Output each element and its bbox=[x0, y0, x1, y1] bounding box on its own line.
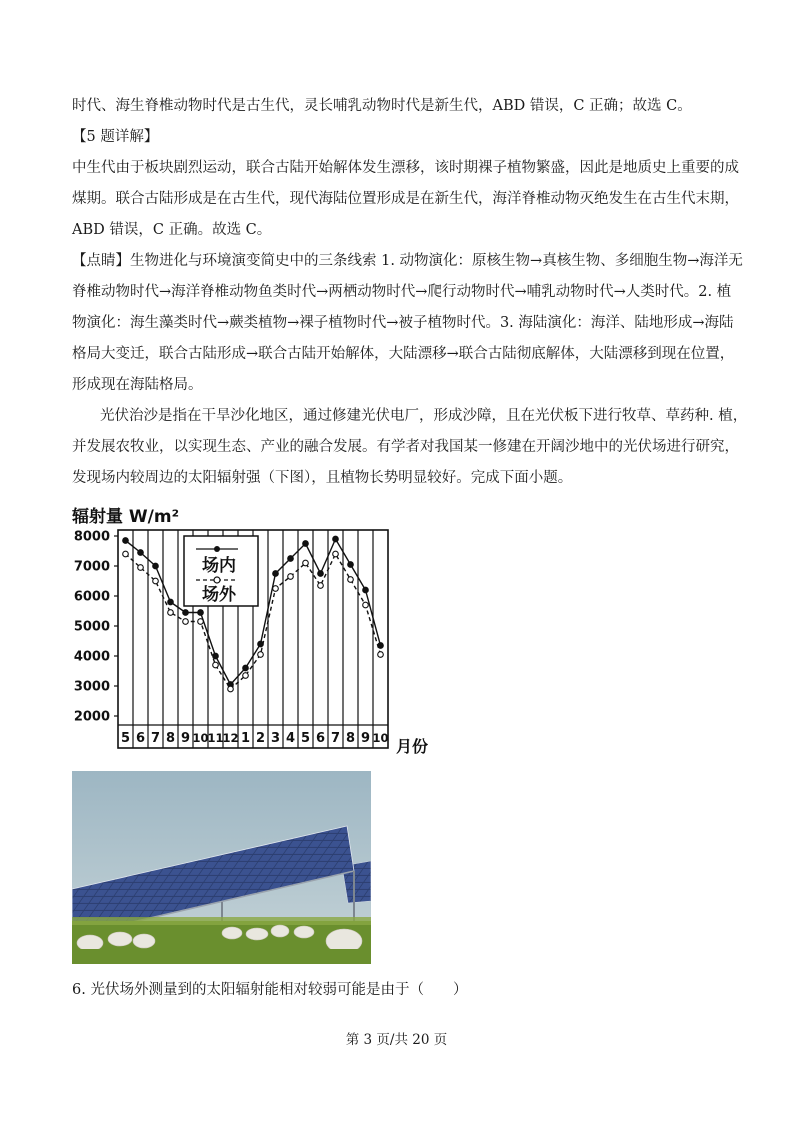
data-point-outside bbox=[138, 565, 144, 571]
data-point-inside bbox=[168, 599, 174, 605]
text-line-11: 光伏治沙是指在干旱沙化地区，通过修建光伏电厂，形成沙障，且在光伏板下进行牧草、草药种. 植， bbox=[100, 408, 748, 424]
data-point-outside bbox=[168, 610, 174, 616]
text-line-12: 并发展农牧业，以实现生态、产业的融合发展。有学者对我国某一修建在开阔沙地中的光伏场进行研究， bbox=[72, 439, 739, 455]
question-6: 6. 光伏场外测量到的太阳辐射能相对较弱可能是由于（ ） bbox=[72, 982, 468, 998]
x-tick-label: 8 bbox=[165, 731, 176, 746]
data-point-inside bbox=[138, 550, 144, 556]
data-point-inside bbox=[198, 610, 204, 616]
data-point-inside bbox=[258, 641, 264, 647]
data-point-outside bbox=[213, 662, 219, 668]
x-tick-label: 10 bbox=[372, 731, 389, 745]
x-tick-label: 6 bbox=[315, 731, 326, 746]
x-tick-label: 12 bbox=[222, 731, 239, 745]
y-tick-label: 8000 bbox=[73, 529, 110, 545]
text-line-7: 脊椎动物时代→海洋脊椎动物鱼类时代→两栖动物时代→爬行动物时代→哺乳动物时代→人类时代。2. 植 bbox=[72, 284, 732, 300]
data-point-inside bbox=[153, 563, 159, 569]
x-axis-label: 月份 bbox=[396, 737, 429, 756]
data-point-outside bbox=[288, 574, 294, 580]
text-line-6: 【点睛】生物进化与环境演变简史中的三条线索 1. 动物演化：原核生物→真核生物、多细胞生物→海洋无 bbox=[72, 253, 743, 269]
x-tick-label: 4 bbox=[285, 731, 296, 746]
data-point-inside bbox=[363, 587, 369, 593]
data-point-outside bbox=[198, 619, 204, 625]
y-tick-label: 5000 bbox=[73, 619, 110, 635]
chart-legend bbox=[184, 536, 258, 606]
radiation-line-chart bbox=[68, 500, 438, 760]
data-point-outside bbox=[228, 686, 234, 692]
data-point-inside bbox=[348, 562, 354, 568]
data-point-outside bbox=[183, 619, 189, 625]
y-tick-label: 7000 bbox=[73, 559, 110, 575]
x-tick-label: 5 bbox=[120, 731, 131, 746]
data-point-outside bbox=[318, 583, 324, 589]
x-tick-label: 9 bbox=[180, 731, 191, 746]
y-axis-label: 辐射量 W/m² bbox=[72, 507, 180, 527]
y-tick-label: 4000 bbox=[73, 649, 110, 665]
data-point-inside bbox=[303, 541, 309, 547]
x-tick-label: 7 bbox=[150, 731, 161, 746]
solar-farm-photo bbox=[72, 771, 371, 964]
text-line-5: ABD 错误，C 正确。故选 C。 bbox=[72, 222, 272, 238]
text-line-9: 格局大变迁，联合古陆形成→联合古陆开始解体，大陆漂移→联合古陆彻底解体，大陆漂移到现在位置， bbox=[72, 346, 735, 362]
data-point-inside bbox=[183, 610, 189, 616]
x-tick-label: 1 bbox=[240, 731, 251, 746]
data-point-outside bbox=[273, 586, 279, 592]
legend-label-outside: 场外 bbox=[202, 585, 236, 605]
x-tick-label: 10 bbox=[192, 731, 209, 745]
text-line-8: 物演化：海生藻类时代→蕨类植物→裸子植物时代→被子植物时代。3. 海陆演化：海洋、陆地形成→海陆 bbox=[72, 315, 734, 331]
data-point-inside bbox=[243, 665, 249, 671]
text-line-3: 中生代由于板块剧烈运动，联合古陆开始解体发生漂移，该时期裸子植物繁盛，因此是地质史上重要的成 bbox=[72, 160, 739, 176]
data-point-inside bbox=[378, 643, 384, 649]
y-tick-label: 3000 bbox=[73, 679, 110, 695]
data-point-outside bbox=[348, 577, 354, 583]
x-tick-label: 2 bbox=[255, 731, 266, 746]
x-tick-label: 11 bbox=[207, 731, 224, 745]
page-footer: 第 3 页/共 20 页 bbox=[345, 1032, 448, 1048]
y-tick-label: 2000 bbox=[73, 709, 110, 725]
data-point-outside bbox=[153, 578, 159, 584]
data-point-inside bbox=[288, 556, 294, 562]
x-tick-label: 5 bbox=[300, 731, 311, 746]
y-tick-label: 6000 bbox=[73, 589, 110, 605]
text-line-4: 煤期。联合古陆形成是在古生代，现代海陆位置形成是在新生代，海洋脊椎动物灭绝发生在古生代末期， bbox=[72, 191, 739, 207]
x-tick-label: 8 bbox=[345, 731, 356, 746]
x-tick-label: 9 bbox=[360, 731, 371, 746]
data-point-inside bbox=[213, 653, 219, 659]
data-point-outside bbox=[258, 652, 264, 658]
data-point-outside bbox=[243, 673, 249, 679]
data-point-inside bbox=[333, 536, 339, 542]
legend-marker-outside bbox=[214, 577, 220, 583]
data-point-inside bbox=[123, 538, 129, 544]
data-point-outside bbox=[123, 551, 129, 557]
data-point-outside bbox=[363, 602, 369, 608]
legend-marker-inside bbox=[214, 546, 220, 552]
section-heading-5: 【5 题详解】 bbox=[72, 129, 159, 145]
data-point-outside bbox=[378, 652, 384, 658]
x-tick-label: 6 bbox=[135, 731, 146, 746]
data-point-outside bbox=[333, 551, 339, 557]
x-tick-label: 7 bbox=[330, 731, 341, 746]
text-line-13: 发现场内较周边的太阳辐射强（下图），且植物长势明显较好。完成下面小题。 bbox=[72, 470, 573, 486]
text-line-1: 时代、海生脊椎动物时代是古生代，灵长哺乳动物时代是新生代，ABD 错误，C 正确；故选 C。 bbox=[72, 98, 692, 114]
data-point-inside bbox=[273, 571, 279, 577]
x-tick-label: 3 bbox=[270, 731, 281, 746]
text-line-10: 形成现在海陆格局。 bbox=[72, 377, 203, 393]
legend-label-inside: 场内 bbox=[202, 556, 236, 576]
data-point-inside bbox=[318, 571, 324, 577]
data-point-outside bbox=[303, 560, 309, 566]
